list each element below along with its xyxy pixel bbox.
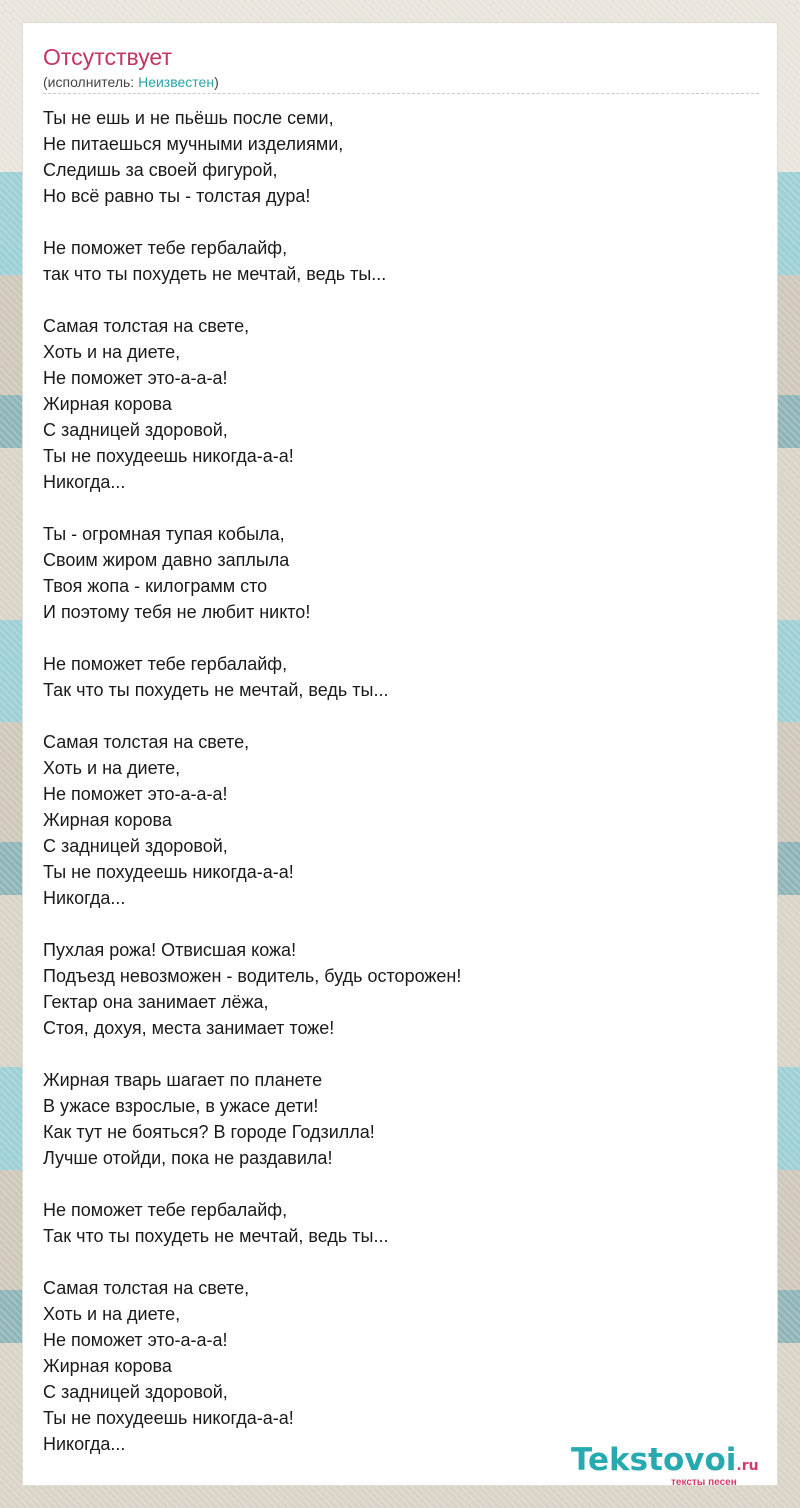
lyrics-line: Не питаешься мучными изделиями, — [43, 134, 344, 154]
lyrics-line: И поэтому тебя не любит никто! — [43, 602, 311, 622]
lyrics-stanza — [43, 1275, 743, 1457]
logo-tld: .ru — [736, 1458, 759, 1474]
lyrics-stanza — [43, 729, 743, 911]
lyrics-text — [43, 105, 743, 1483]
lyrics-line: Лучше отойди, пока не раздавила! — [43, 1148, 333, 1168]
lyrics-stanza — [43, 235, 743, 287]
lyrics-line: Гектар она занимает лёжа, — [43, 992, 269, 1012]
header-divider — [43, 93, 759, 94]
song-title: Отсутствует — [43, 44, 172, 70]
lyrics-line: Самая толстая на свете, — [43, 732, 250, 752]
lyrics-line: так что ты похудеть не мечтай, ведь ты... — [43, 264, 387, 284]
lyrics-line: Никогда... — [43, 472, 126, 492]
lyrics-line: Не поможет тебе гербалайф, — [43, 654, 288, 674]
lyrics-line: Ты не похудеешь никогда-а-а! — [43, 446, 294, 466]
performer-line — [43, 73, 219, 91]
lyrics-line: Жирная корова — [43, 810, 172, 830]
lyrics-line: Не поможет тебе гербалайф, — [43, 1200, 288, 1220]
lyrics-line: Самая толстая на свете, — [43, 316, 250, 336]
lyrics-line: Ты не похудеешь никогда-а-а! — [43, 862, 294, 882]
lyrics-line: Не поможет это-а-а-а! — [43, 784, 228, 804]
lyrics-stanza — [43, 313, 743, 495]
lyrics-line: Так что ты похудеть не мечтай, ведь ты... — [43, 680, 389, 700]
performer-suffix: ) — [214, 74, 219, 90]
lyrics-line: С задницей здоровой, — [43, 1382, 228, 1402]
lyrics-line: Следишь за своей фигурой, — [43, 160, 278, 180]
lyrics-line: Хоть и на диете, — [43, 342, 181, 362]
lyrics-line: Никогда... — [43, 888, 126, 908]
lyrics-line: Ты не похудеешь никогда-а-а! — [43, 1408, 294, 1428]
site-logo[interactable] — [571, 1441, 781, 1491]
lyrics-line: Пухлая рожа! Отвисшая кожа! — [43, 940, 297, 960]
lyrics-stanza — [43, 937, 743, 1041]
lyrics-line: В ужасе взрослые, в ужасе дети! — [43, 1096, 319, 1116]
lyrics-line: Своим жиром давно заплыла — [43, 550, 290, 570]
lyrics-line: Хоть и на диете, — [43, 1304, 181, 1324]
lyrics-line: Так что ты похудеть не мечтай, ведь ты... — [43, 1226, 389, 1246]
lyrics-line: Не поможет тебе гербалайф, — [43, 238, 288, 258]
lyrics-line: Не поможет это-а-а-а! — [43, 368, 228, 388]
lyrics-line: С задницей здоровой, — [43, 836, 228, 856]
performer-prefix: (исполнитель: — [43, 74, 139, 90]
lyrics-line: Самая толстая на свете, — [43, 1278, 250, 1298]
lyrics-line: Жирная тварь шагает по планете — [43, 1070, 323, 1090]
lyrics-line: Но всё равно ты - толстая дура! — [43, 186, 311, 206]
lyrics-line: Ты не ешь и не пьёшь после семи, — [43, 108, 334, 128]
lyrics-line: Стоя, дохуя, места занимает тоже! — [43, 1018, 335, 1038]
lyrics-stanza — [43, 1197, 743, 1249]
lyrics-stanza — [43, 651, 743, 703]
lyrics-line: Жирная корова — [43, 1356, 172, 1376]
lyrics-line: Никогда... — [43, 1434, 126, 1454]
lyrics-line: Не поможет это-а-а-а! — [43, 1330, 228, 1350]
lyrics-line: Подъезд невозможен - водитель, будь осторожен! — [43, 966, 462, 986]
performer-link[interactable]: Неизвестен — [138, 74, 215, 90]
lyrics-stanza — [43, 521, 743, 625]
logo-name: Tekstovoi — [571, 1442, 737, 1478]
lyrics-stanza — [43, 105, 743, 209]
lyrics-line: Твоя жопа - килограмм сто — [43, 576, 268, 596]
lyrics-card — [22, 22, 778, 1486]
lyrics-line: Как тут не бояться? В городе Годзилла! — [43, 1122, 375, 1142]
lyrics-line: С задницей здоровой, — [43, 420, 228, 440]
lyrics-stanza — [43, 1067, 743, 1171]
lyrics-line: Ты - огромная тупая кобыла, — [43, 524, 285, 544]
lyrics-line: Жирная корова — [43, 394, 172, 414]
logo-tagline: тексты песен — [671, 1477, 737, 1488]
lyrics-line: Хоть и на диете, — [43, 758, 181, 778]
